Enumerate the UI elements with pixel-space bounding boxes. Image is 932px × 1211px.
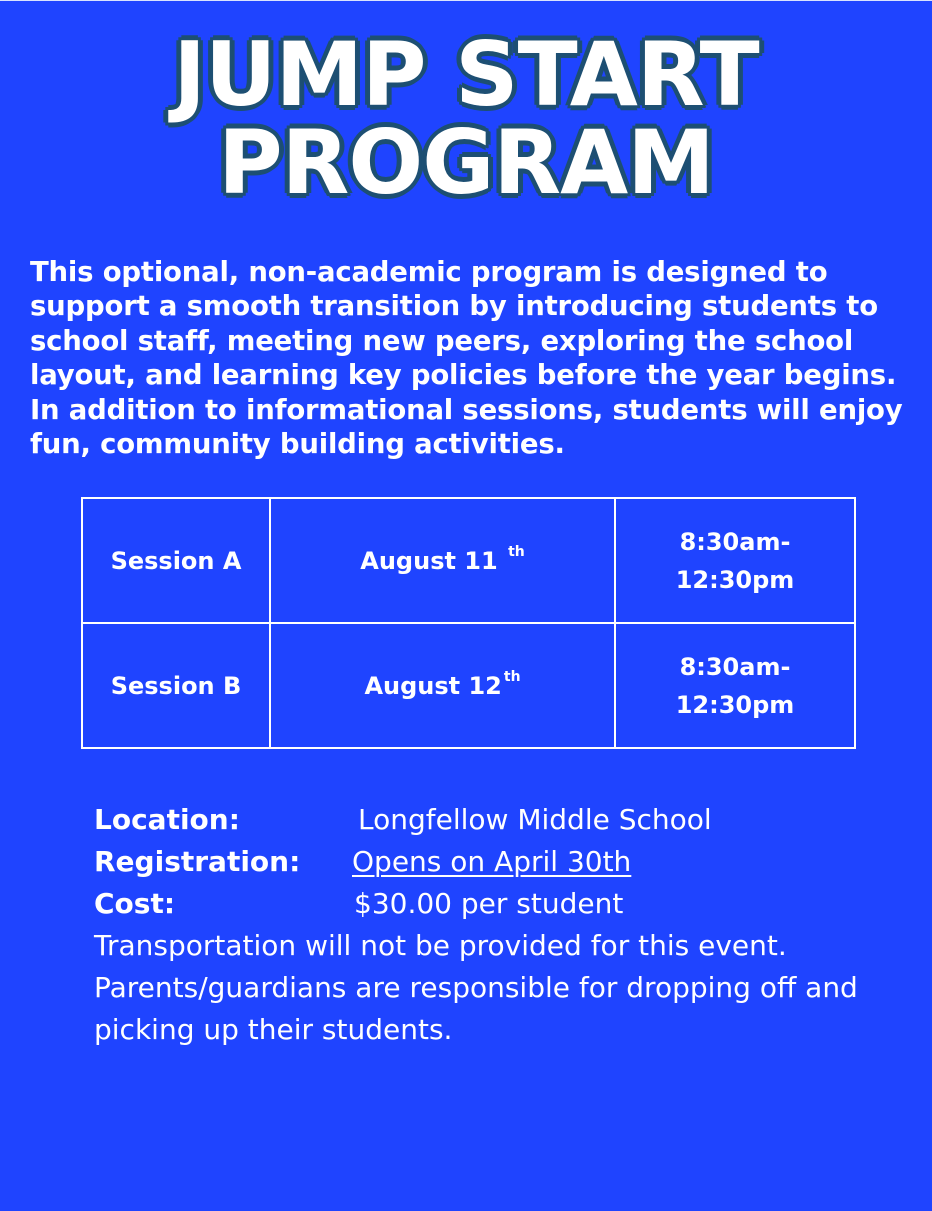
program-description: This optional, non-academic program is designed to support a smooth transition by introducing students to school staff, meeting new peers, exploring the school layout, and learning key policies before the year begins. In addition to informational sessions, students will enjoy fun, community building activities. bbox=[30, 256, 903, 461]
session-time-end: 12:30pm bbox=[675, 690, 795, 719]
session-time-cell bbox=[615, 623, 855, 748]
table-row bbox=[82, 623, 855, 748]
table-row bbox=[82, 498, 855, 623]
registration-row bbox=[94, 841, 894, 883]
session-name: Session A bbox=[110, 546, 242, 575]
registration-link[interactable]: Opens on April 30th bbox=[352, 845, 632, 878]
location-label: Location: bbox=[94, 803, 240, 836]
session-time-end: 12:30pm bbox=[675, 565, 795, 594]
event-details bbox=[94, 799, 894, 1051]
date-ordinal-suffix: th bbox=[503, 668, 521, 685]
sessions-table bbox=[81, 497, 856, 749]
location-row bbox=[94, 799, 894, 841]
session-date: August 11 bbox=[360, 546, 507, 575]
session-name-cell bbox=[82, 623, 270, 748]
registration-label: Registration: bbox=[94, 845, 301, 878]
cost-value: $30.00 per student bbox=[354, 887, 624, 920]
session-date-cell bbox=[270, 623, 615, 748]
session-name: Session B bbox=[110, 671, 242, 700]
title-line-1: JUMP START bbox=[173, 23, 759, 126]
cost-row bbox=[94, 883, 894, 925]
transportation-note: Transportation will not be provided for this event. Parents/guardians are responsible for dropping off and picking up their students. bbox=[94, 929, 858, 1046]
session-date: August 12 bbox=[364, 671, 502, 700]
session-time-start: 8:30am- bbox=[679, 527, 791, 556]
program-title bbox=[0, 23, 932, 214]
date-ordinal-suffix: th bbox=[508, 543, 525, 560]
session-date-cell bbox=[270, 498, 615, 623]
session-time-start: 8:30am- bbox=[679, 652, 791, 681]
session-time-cell bbox=[615, 498, 855, 623]
location-value: Longfellow Middle School bbox=[358, 803, 712, 836]
title-line-2: PROGRAM bbox=[218, 111, 714, 214]
session-name-cell bbox=[82, 498, 270, 623]
cost-label: Cost: bbox=[94, 887, 176, 920]
